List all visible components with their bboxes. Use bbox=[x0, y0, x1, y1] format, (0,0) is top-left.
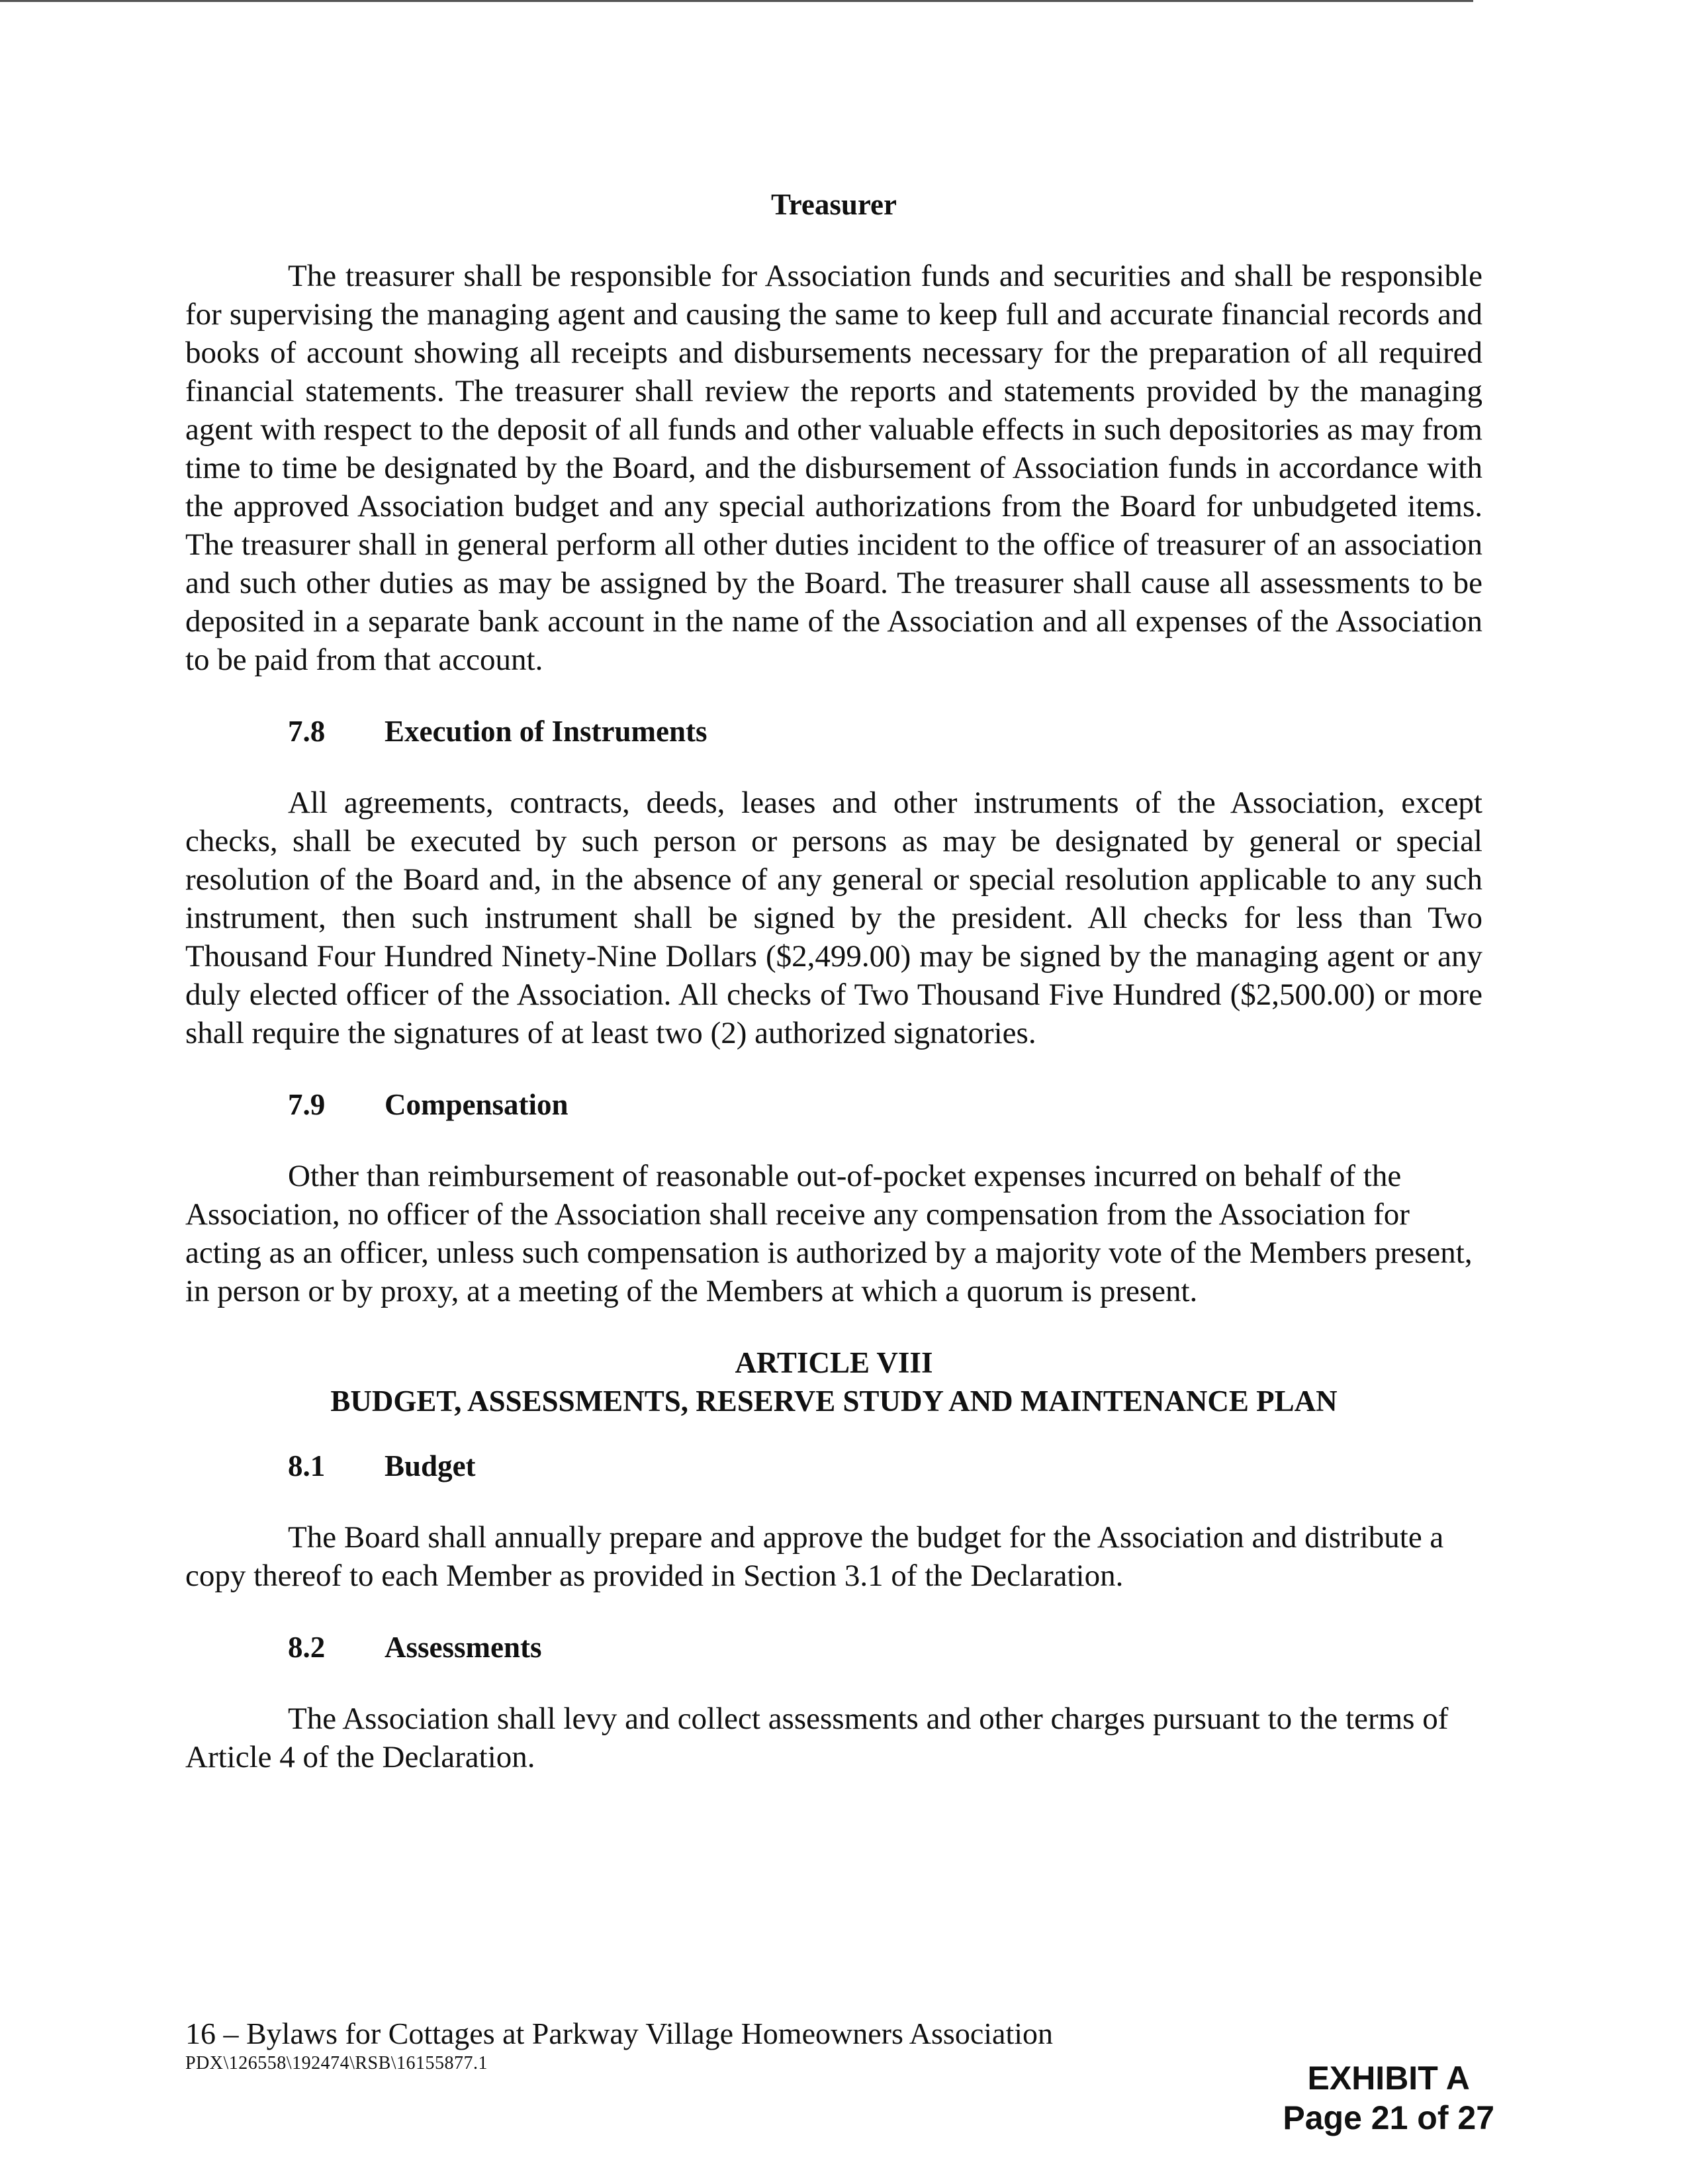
article-8-title: BUDGET, ASSESSMENTS, RESERVE STUDY AND MAINTENANCE PLAN bbox=[330, 1385, 1338, 1418]
article-8-label: ARTICLE VIII bbox=[735, 1346, 933, 1379]
section-number: 7.8 bbox=[288, 715, 326, 748]
top-border-line bbox=[0, 0, 1473, 2]
page-number: Page 21 of 27 bbox=[1283, 2099, 1494, 2136]
section-8-1-heading bbox=[185, 1447, 1482, 1485]
exhibit-label: EXHIBIT A bbox=[1307, 2060, 1470, 2097]
footer-doc-ref: PDX\126558\192474\RSB\16155877.1 bbox=[185, 2053, 488, 2073]
section-title: Assessments bbox=[385, 1631, 542, 1664]
section-7-8-paragraph: All agreements, contracts, deeds, leases and other instruments of the Association, except checks, shall be executed by such person or persons as may be designated by general or special resolution of the Board and, in the absence of any general or special resolution applicable to any such instrument, then such instrument shall be signed by the president. All checks for less than Two Thousand Four Hundred Ninety-Nine Dollars ($2,499.00) may be signed by the managing agent or any duly elected officer of the Association. All checks of Two Thousand Five Hundred ($2,500.00) or more shall require the signatures of at least two (2) authorized signatories. bbox=[185, 786, 1482, 1050]
section-7-9-heading bbox=[185, 1085, 1482, 1124]
section-number: 8.1 bbox=[288, 1449, 326, 1482]
treasurer-paragraph: The treasurer shall be responsible for Association funds and securities and shall be responsible for supervising the managing agent and causing the same to keep full and accurate financial records and books of account showing all receipts and disbursements necessary for the preparation of all required financial statements. The treasurer shall review the reports and statements provided by the managing agent with respect to the deposit of all funds and other valuable effects in such depositories as may from time to time be designated by the Board, and the disbursement of Association funds in accordance with the approved Association budget and any special authorizations from the Board for unbudgeted items. The treasurer shall in general perform all other duties incident to the office of treasurer of an association and such other duties as may be assigned by the Board. The treasurer shall cause all assessments to be deposited in a separate bank account in the name of the Association and all expenses of the Association to be paid from that account. bbox=[185, 259, 1482, 677]
exhibit-stamp bbox=[1283, 2058, 1494, 2138]
section-8-2-heading bbox=[185, 1628, 1482, 1666]
section-7-9-paragraph: Other than reimbursement of reasonable out-of-pocket expenses incurred on behalf of the Association, no officer of the Association shall receive any compensation from the Association for acting as an officer, unless such compensation is authorized by a majority vote of the Members present, in person or by proxy, at a meeting of the Members at which a quorum is present. bbox=[185, 1159, 1473, 1308]
footer-title: 16 – Bylaws for Cottages at Parkway Village Homeowners Association bbox=[185, 2017, 1053, 2050]
section-8-2-paragraph: The Association shall levy and collect assessments and other charges pursuant to the terms of Article 4 of the Declaration. bbox=[185, 1702, 1449, 1774]
section-8-1-paragraph: The Board shall annually prepare and approve the budget for the Association and distribute a copy thereof to each Member as provided in Section 3.1 of the Declaration. bbox=[185, 1520, 1444, 1593]
document-body bbox=[185, 185, 1482, 1776]
section-title: Budget bbox=[385, 1449, 476, 1482]
section-number: 7.9 bbox=[288, 1088, 326, 1121]
treasurer-heading: Treasurer bbox=[771, 188, 897, 221]
section-7-8-heading bbox=[185, 712, 1482, 751]
section-title: Compensation bbox=[385, 1088, 569, 1121]
section-title: Execution of Instruments bbox=[385, 715, 707, 748]
section-number: 8.2 bbox=[288, 1631, 326, 1664]
